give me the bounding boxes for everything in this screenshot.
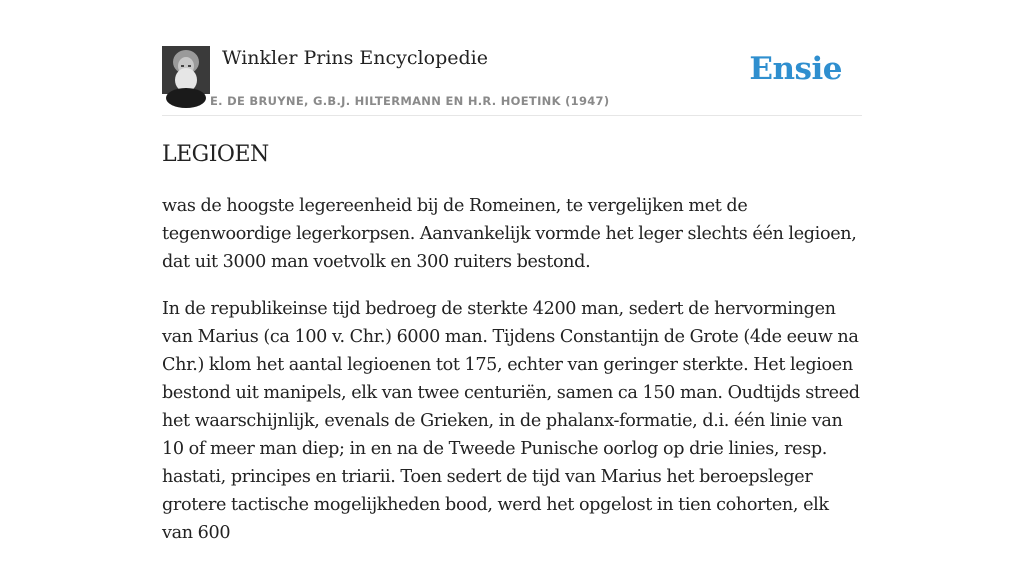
article-paragraph: was de hoogste legereenheid bij de Romeinen, te vergelijken met de tegenwoordige legerkorpsen. Aanvankelijk vormde het leger slechts één legioen, dat uit 3000 man voetvolk en 300 ruiters bestond.	[162, 196, 857, 272]
header	[162, 46, 862, 116]
portrait-icon	[162, 46, 210, 94]
article-content	[162, 192, 862, 566]
book-authors: E. DE BRUYNE, G.B.J. HILTERMANN EN H.R. HOETINK (1947)	[210, 94, 610, 108]
ensie-logo[interactable]: Ensie	[749, 51, 842, 87]
book-title[interactable]: Winkler Prins Encyclopedie	[222, 47, 488, 69]
author-avatar[interactable]	[162, 46, 210, 94]
article-paragraph: In de republikeinse tijd bedroeg de sterkte 4200 man, sedert de hervormingen van Marius (ca 100 v. Chr.) 6000 man. Tijdens Constantijn de Grote (4de eeuw na Chr.) klom het aantal legioenen tot 175, echter van geringer sterkte. Het legioen bestond uit manipels, elk van twee centuriën, samen ca 150 man. Oudtijds streed het waarschijnlijk, evenals de Grieken, in de phalanx-formatie, d.i. één linie van 10 of meer man diep; in en na de Tweede Punische oorlog op drie linies, resp. hastati, principes en triarii. Toen sedert de tijd van Marius het beroepsleger grotere tactische mogelijkheden bood, werd het opgelost in tien cohorten, elk van 600	[162, 299, 860, 543]
entry-title: LEGIOEN	[162, 142, 269, 167]
